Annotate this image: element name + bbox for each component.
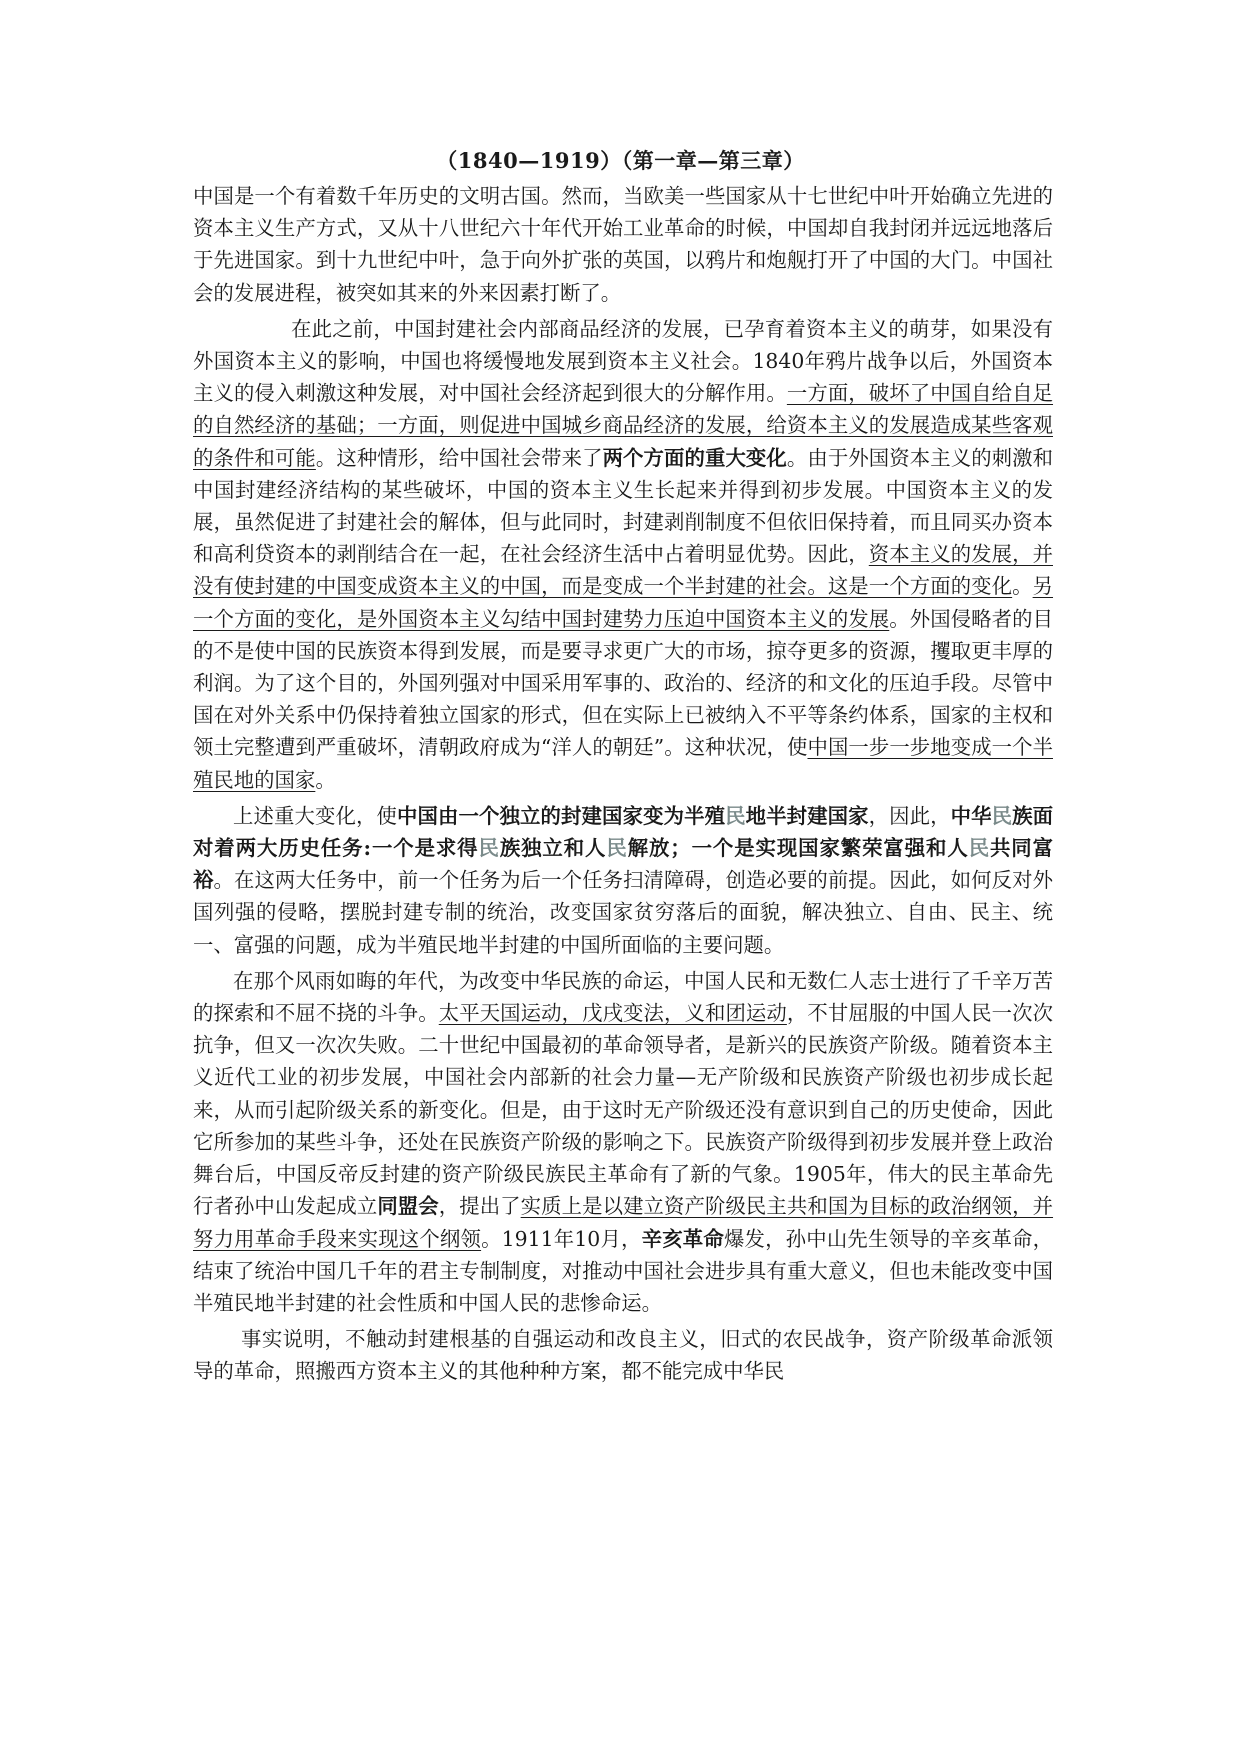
paragraph-2 xyxy=(193,313,1053,796)
bold-text: 辛亥革命 xyxy=(641,1226,724,1251)
document-body xyxy=(193,180,1053,1392)
bold-text: 中华 xyxy=(950,803,992,828)
underlined-text: 太平天国运动，戊戌变法，义和团运动 xyxy=(438,1001,787,1026)
text-run: ，提出了 xyxy=(438,1194,521,1219)
text-run: 上述重大变化，使 xyxy=(233,803,398,828)
bold-text: 中国由一个独立的封建国家变为半殖 xyxy=(397,803,726,828)
highlighted-char: 民 xyxy=(991,803,1013,828)
underlined-text: 一方面，破坏了中国自给自足的自然经济的基础；一方面，则促进中国城乡商品经济的发展，给资本主义的发展造成某些客观的条件和可能 xyxy=(193,381,1054,470)
text-run: 在此之前，中国封建社会内部商品经济的发展，已孕育着资本主义的萌芽，如果没有外国资本主义的影响，中国也将缓慢地发展到资本主义社会。1840年鸦片战争以后，外国资本主义的侵入刺激这种发展，对中国社会经济起到很大的分解作用。 xyxy=(193,316,1053,406)
paragraph-4 xyxy=(193,965,1053,1319)
bold-text: 两个方面的重大变化 xyxy=(602,445,787,470)
underlined-text: 实质上是以建立资产阶级民主共和国为目标的政治纲领，并努力用革命手段来实现这个纲领 xyxy=(193,1194,1054,1251)
paragraph-3 xyxy=(193,800,1053,961)
text-run: ，不甘屈服的中国人民一次次抗争，但又一次次失败。二十世纪中国最初的革命领导者，是新兴的民族资产阶级。随着资本主义近代工业的初步发展，中国社会内部新的社会力量—无产阶级和民族资产阶级也初步成长起来，从而引起阶级关系的新变化。但是，由于这时无产阶级还没有意识到自己的历史使命，因此它所参加的某些斗争，还处在民族资产阶级的影响之下。民族资产阶级得到初步发展并登上政治舞台后，中国反帝反封建的资产阶级民族民主革命有了新的气象。1905年，伟大的民主革命先行者孙中山发起成立 xyxy=(193,1001,1054,1219)
underlined-text: 中国一步一步地变成一个半殖民地的国家 xyxy=(193,735,1053,792)
text-run: ，因此， xyxy=(868,803,951,828)
highlighted-char: 民 xyxy=(968,836,990,861)
text-run: 在那个风雨如晦的年代，为改变中华民族的命运，中国人民和无数仁人志士进行了千辛万苦的探索和不屈不挠的斗争。 xyxy=(193,968,1053,1026)
text-run: 。这种情形，给中国社会带来了 xyxy=(315,445,603,470)
paragraph-1 xyxy=(193,180,1053,309)
text-run: 。在这两大任务中，前一个任务为后一个任务扫清障碍，创造必要的前提。因此，如何反对外国列强的侵略，摆脱封建专制的统治，改变国家贫穷落后的面貌，解决独立、自由、民主、统一、富强的问题，成为半殖民地半封建的中国所面临的主要问题。 xyxy=(193,868,1054,957)
bold-text: 族独立和人 xyxy=(499,836,607,861)
text-run: 。1911年10月， xyxy=(481,1226,642,1251)
bold-text: 解放；一个是实现国家繁荣富强和人 xyxy=(627,836,969,861)
text-run: 。由于外国资本主义的刺激和中国封建经济结构的某些破坏，中国的资本主义生长起来并得到初步发展。中国资本主义的发展，虽然促进了封建社会的解体，但与此同时，封建剥削制度不但依旧保持着，而且同买办资本和高利贷资本的剥削结合在一起，在社会经济生活中占着明显优势。因此， xyxy=(193,445,1054,567)
bold-text: 共同富裕 xyxy=(193,836,1054,893)
text-run: 爆发，孙中山先生领导的辛亥革命，结束了统治中国几千年的君主专制制度，对推动中国社会进步具有重大意义，但也未能改变中国半殖民地半封建的社会性质和中国人民的悲惨命运。 xyxy=(193,1226,1053,1315)
underlined-text: 另一个方面的变化，是外国资本主义勾结中国封建势力压迫中国资本主义的发展 xyxy=(193,574,1054,631)
text-run: 中国是一个有着数千年历史的文明古国。然而，当欧美一些国家从十七世纪中叶开始确立先进的资本主义生产方式，又从十八世纪六十年代开始工业革命的时候，中国却自我封闭并远远地落后于先进国家。到十九世纪中叶，急于向外扩张的英国，以鸦片和炮舰打开了中国的大门。中国社会的发展进程，被突如其来的外来因素打断了。 xyxy=(193,184,1053,305)
text-run: 。 xyxy=(315,767,336,792)
paragraph-5 xyxy=(193,1323,1053,1387)
text-run: 。外国侵略者的目的不是使中国的民族资本得到发展，而是要寻求更广大的市场，掠夺更多的资源，攫取更丰厚的利润。为了这个目的，外国列强对中国采用军事的、政治的、经济的和文化的压迫手段。尽管中国在对外关系中仍保持着独立国家的形式，但在实际上已被纳入不平等条约体系，国家的主权和领土完整遭到严重破坏，清朝政府成为“洋人的朝廷”。这种状况，使 xyxy=(193,606,1054,760)
bold-text: 同盟会 xyxy=(377,1194,439,1219)
underlined-text: 资本主义的发展，并没有使封建的中国变成资本主义的中国，而是变成一个半封建的社会。这是一个方面的变化 xyxy=(193,542,1053,599)
text-run: 事实说明，不触动封建根基的自强运动和改良主义，旧式的农民战争，资产阶级革命派领导的革命，照搬西方资本主义的其他种种方案，都不能完成中华民 xyxy=(193,1327,1053,1384)
page-title: （1840—1919）（第一章—第三章） xyxy=(436,148,805,173)
highlighted-char: 民 xyxy=(478,836,500,861)
bold-text: 地半封建国家 xyxy=(745,803,869,828)
bold-text: 族面对着两大历史任务:一个是求得 xyxy=(193,803,1054,861)
highlighted-char: 民 xyxy=(725,803,746,828)
highlighted-char: 民 xyxy=(606,836,628,861)
text-run: 。 xyxy=(1012,574,1033,599)
